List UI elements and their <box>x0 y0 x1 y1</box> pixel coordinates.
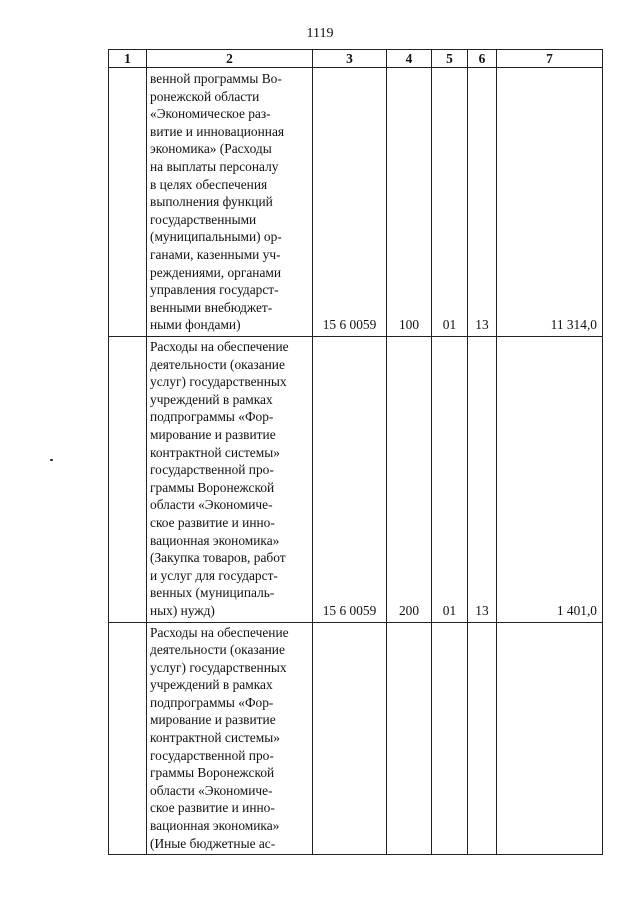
description-line: вационная экономика» <box>150 818 280 834</box>
header-col-4: 4 <box>387 50 432 68</box>
description-line: вационная экономика» <box>150 532 280 548</box>
budget-table <box>108 49 603 855</box>
section-cell: 01 <box>432 337 468 623</box>
description-line: в целях обеспечения <box>150 176 268 192</box>
expense-type-cell: 100 <box>387 68 432 337</box>
header-col-7: 7 <box>497 50 603 68</box>
expense-type-cell: 200 <box>387 337 432 623</box>
scan-dot <box>50 459 53 461</box>
description-line: «Экономическое раз- <box>150 106 271 122</box>
description-line: граммы Воронежской <box>150 479 275 495</box>
description-line: контрактной системы» <box>150 730 280 746</box>
description-line: учреждений в рамках <box>150 391 273 407</box>
row-number-cell <box>109 622 147 855</box>
description-line: венных (муниципаль- <box>150 585 275 601</box>
description-line: ское развитие и инно- <box>150 514 275 530</box>
description-line: ронежской области <box>150 88 260 104</box>
description-line: услуг) государственных <box>150 374 287 390</box>
subsection-cell: 13 <box>468 68 497 337</box>
description-line: управления государст- <box>150 282 279 298</box>
description-line: подпрограммы «Фор- <box>150 694 274 710</box>
description-line: ское развитие и инно- <box>150 800 275 816</box>
description-line: Расходы на обеспечение <box>150 339 289 354</box>
page-number: 1119 <box>306 26 334 41</box>
description-line: государственной про- <box>150 462 274 478</box>
description-line: на выплаты персоналу <box>150 159 279 175</box>
description-line: реждениями, органами <box>150 264 282 280</box>
expense-type-cell <box>387 622 432 855</box>
description-line: контрактной системы» <box>150 444 280 460</box>
amount-cell <box>497 622 603 855</box>
table-row <box>109 68 603 337</box>
amount-cell: 11 314,0 <box>497 68 603 337</box>
amount-cell: 1 401,0 <box>497 337 603 623</box>
description-line: подпрограммы «Фор- <box>150 409 274 425</box>
header-col-5: 5 <box>432 50 468 68</box>
row-number-cell <box>109 337 147 623</box>
table-row <box>109 337 603 623</box>
target-article-cell: 15 6 0059 <box>313 337 387 623</box>
description-cell <box>147 337 313 623</box>
header-row <box>109 50 603 68</box>
target-article-cell <box>313 622 387 855</box>
section-cell: 01 <box>432 68 468 337</box>
row-number-cell <box>109 68 147 337</box>
description-line: мирование и развитие <box>150 712 276 728</box>
subsection-cell: 13 <box>468 337 497 623</box>
description-line: деятельности (оказание <box>150 356 285 372</box>
description-line: граммы Воронежской <box>150 765 275 781</box>
description-line: венными внебюджет- <box>150 299 273 315</box>
description-line: деятельности (оказание <box>150 642 285 658</box>
description-line: ганами, казенными уч- <box>150 247 281 263</box>
description-line: витие и инновационная <box>150 123 285 139</box>
description-line: области «Экономиче- <box>150 782 273 798</box>
description-line: (Иные бюджетные ас- <box>150 835 276 851</box>
description-line: ными фондами) <box>150 317 241 333</box>
header-col-6: 6 <box>468 50 497 68</box>
header-col-1: 1 <box>109 50 147 68</box>
description-line: венной программы Во- <box>150 71 282 87</box>
description-line: (Закупка товаров, работ <box>150 550 286 566</box>
description-cell <box>147 68 313 337</box>
subsection-cell <box>468 622 497 855</box>
description-line: государственными <box>150 211 257 227</box>
description-line: (муниципальными) ор- <box>150 229 282 245</box>
section-cell <box>432 622 468 855</box>
description-line: Расходы на обеспечение <box>150 624 289 640</box>
description-line: государственной про- <box>150 747 274 763</box>
header-col-3: 3 <box>313 50 387 68</box>
target-article-cell: 15 6 0059 <box>313 68 387 337</box>
description-cell <box>147 622 313 855</box>
description-line: выполнения функций <box>150 194 273 210</box>
description-line: экономика» (Расходы <box>150 141 272 157</box>
table-row <box>109 622 603 855</box>
header-col-2: 2 <box>147 50 313 68</box>
description-line: и услуг для государст- <box>150 567 278 583</box>
description-line: услуг) государственных <box>150 659 287 675</box>
description-line: мирование и развитие <box>150 426 276 442</box>
description-line: ных) нужд) <box>150 602 215 618</box>
description-line: учреждений в рамках <box>150 677 273 693</box>
description-line: области «Экономиче- <box>150 497 273 513</box>
